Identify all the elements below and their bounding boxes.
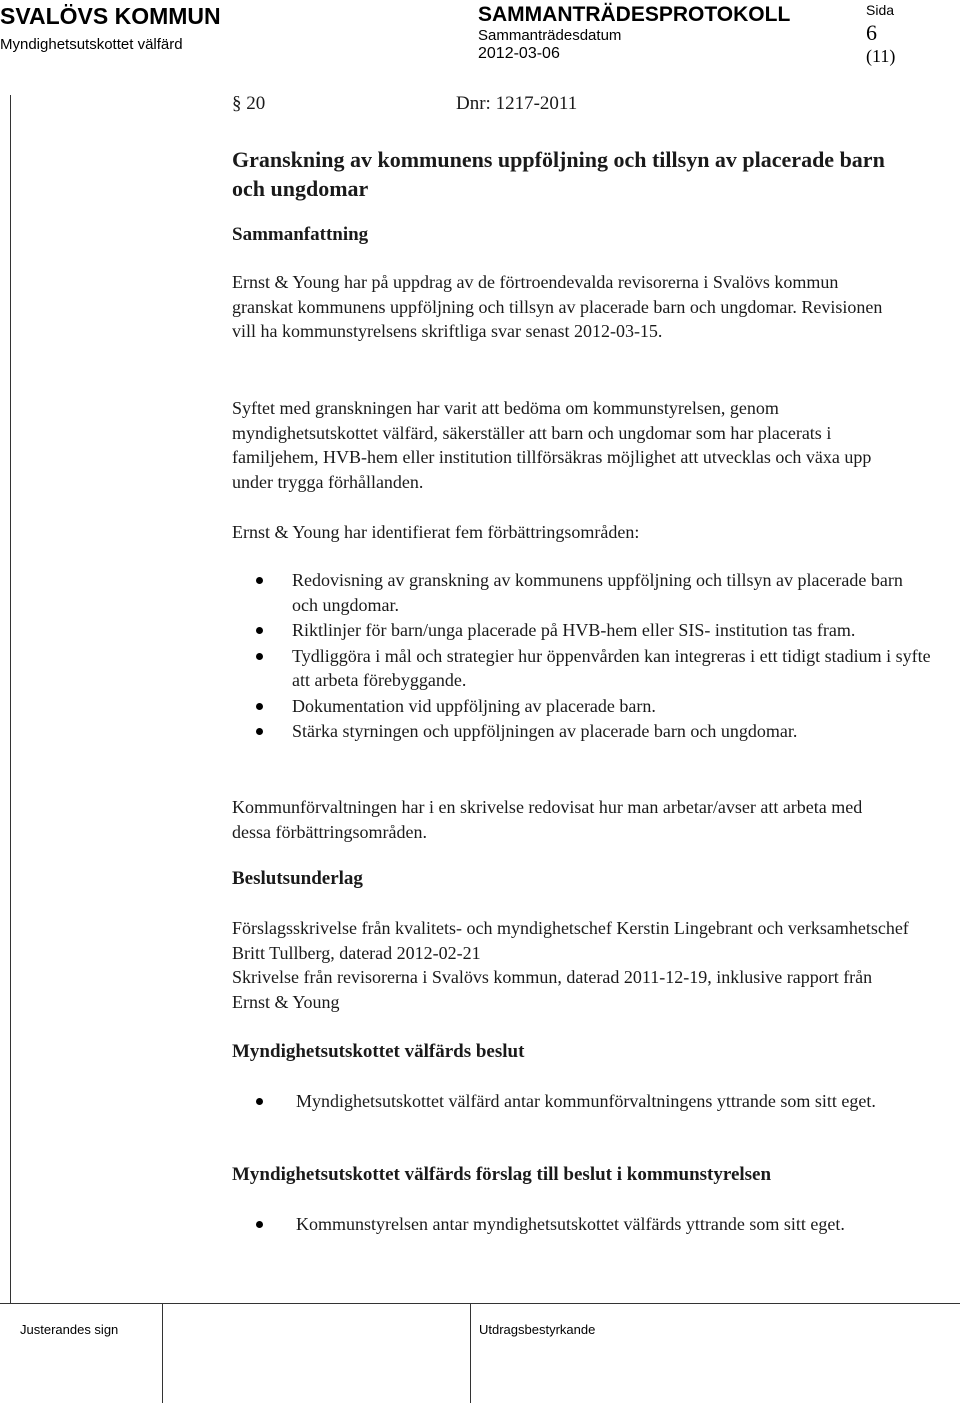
case-number: Dnr: 1217-2011 [456,93,578,114]
page-number: 6 [866,20,877,45]
section-title: Granskning av kommunens uppföljning och tillsyn av placerade barn och ungdomar [232,147,885,201]
summary-paragraph: Ernst & Young har på uppdrag av de förtroendevalda revisorerna i Svalövs kommun granskat kommunens uppföljning och tillsyn av placerade barn och ungdomar. Revisionen vill ha kommunstyrelsens skriftliga svar senast 2012-03-15. [232,272,883,341]
list-item-text: Redovisning av granskning av kommunens uppföljning och tillsyn av placerade barn och ungdomar. [292,570,903,615]
decision-heading: Myndighetsutskottet välfärds beslut [232,1041,525,1062]
purpose-paragraph: Syftet med granskningen har varit att bedöma om kommunstyrelsen, genom myndighetsutskottet välfärd, säkerställer att barn och ungdomar som har placerats i familjehem, HVB-hem eller institution tillförsäkras möjlighet att utvecklas och växa upp under trygga förhållanden. [232,398,872,492]
footer-column-divider [162,1303,163,1403]
list-item-text: Myndighetsutskottet välfärd antar kommunförvaltningens yttrande som sitt eget. [296,1091,876,1111]
improvement-list [232,568,932,745]
proposal-list [232,1212,932,1238]
bullet-icon [256,703,263,710]
list-item-text: Riktlinjer för barn/unga placerade på HVB-hem eller SIS- institution tas fram. [292,620,856,640]
list-item [232,1089,932,1114]
meeting-date: 2012-03-06 [478,45,560,62]
bullet-icon [256,627,263,634]
section-line [232,92,932,117]
bullet-icon [256,1221,263,1228]
improvement-intro: Ernst & Young har identifierat fem förbättringsområden: [232,522,640,542]
decision-basis-heading: Beslutsunderlag [232,868,363,889]
page-total: (11) [866,46,896,66]
list-item [232,719,932,744]
footer-sign-label: Justerandes sign [20,1322,119,1337]
list-item-text: Stärka styrningen och uppföljningen av placerade barn och ungdomar. [292,721,798,741]
bullet-icon [256,653,263,660]
meeting-date-label: Sammanträdesdatum [478,27,622,44]
list-item [232,644,932,693]
list-item-text: Kommunstyrelsen antar myndighetsutskottet välfärds yttrande som sitt eget. [296,1214,845,1234]
org-unit: Myndighetsutskottet välfärd [0,36,183,53]
list-item [232,568,932,617]
list-item-text: Dokumentation vid uppföljning av placerade barn. [292,695,656,716]
footer-extract-label: Utdragsbestyrkande [479,1322,596,1337]
list-item [232,618,932,643]
decision-basis-line: Skrivelse från revisorerna i Svalövs kommun, daterad 2011-12-19, inklusive rapport från Ernst & Young [232,967,873,1012]
section-paragraph: § 20 [232,93,266,114]
list-item [232,694,932,719]
bullet-icon [256,728,263,735]
list-item-text: Tydliggöra i mål och strategier hur öppenvården kan integreras i ett tidigt stadium i syfte att arbeta förebyggande. [292,645,931,690]
footer-divider [0,1303,960,1304]
footer-column-divider [470,1303,471,1403]
list-item [232,1212,932,1237]
document-type: SAMMANTRÄDESPROTOKOLL [478,3,791,26]
page-label: Sida [866,2,895,18]
proposal-heading: Myndighetsutskottet välfärds förslag till beslut i kommunstyrelsen [232,1164,772,1185]
decision-basis-line: Förslagsskrivelse från kvalitets- och myndighetschef Kerstin Lingebrant och verksamhetschef Britt Tullberg, daterad 2012-02-21 [232,918,909,963]
bullet-icon [256,577,263,584]
administration-paragraph: Kommunförvaltningen har i en skrivelse redovisat hur man arbetar/avser att arbeta med dessa förbättringsområden. [232,797,863,842]
decision-list [232,1089,932,1115]
org-name: SVALÖVS KOMMUN [0,3,221,29]
margin-line [10,95,11,1303]
bullet-icon [256,1098,263,1105]
decision-basis-text [232,916,912,1014]
summary-heading: Sammanfattning [232,224,369,245]
